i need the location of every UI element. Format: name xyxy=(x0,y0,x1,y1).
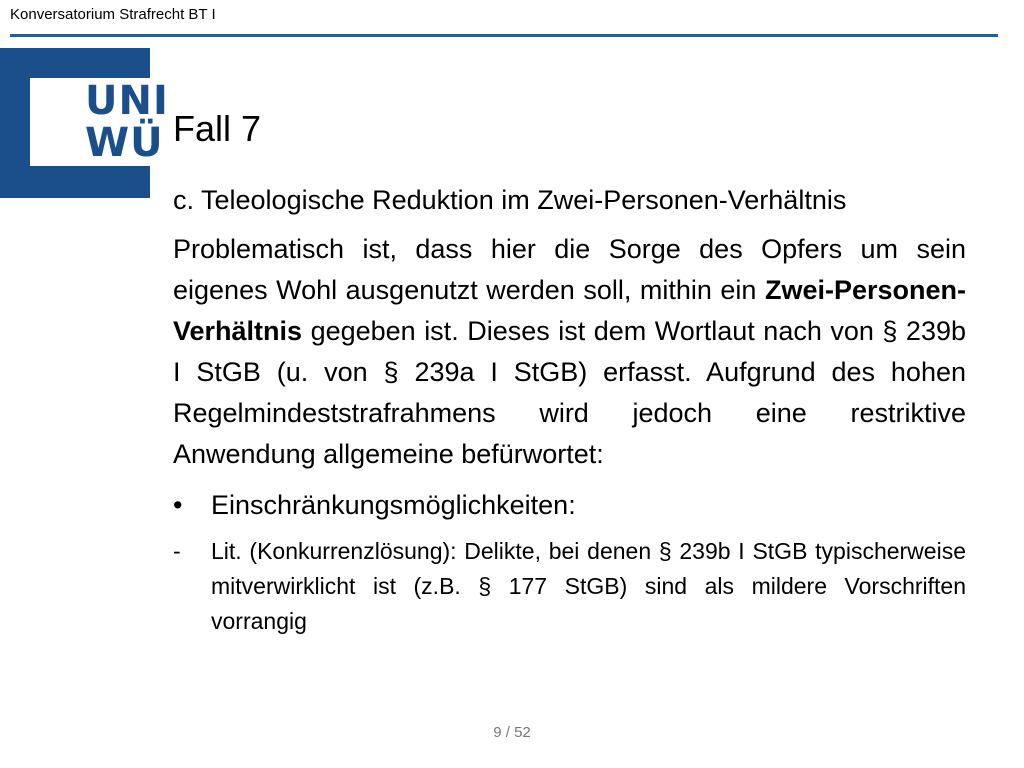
dash-marker: - xyxy=(173,538,181,564)
body-paragraph xyxy=(173,229,966,475)
university-logo xyxy=(0,48,169,198)
slide-content xyxy=(173,180,966,639)
dash-item-text: Lit. (Konkurrenzlösung): Delikte, bei denen § 239b I StGB typischerweise mitverwirklicht ist (z.B. § 177 StGB) sind als mildere Vorschriften vorrangig xyxy=(211,538,966,634)
page-number: 9 / 52 xyxy=(493,724,531,741)
section-subheading: c. Teleologische Reduktion im Zwei-Personen-Verhältnis xyxy=(173,185,847,215)
bullet-text: Einschränkungsmöglichkeiten: xyxy=(211,490,576,520)
logo-line-2: WÜ xyxy=(85,120,164,166)
header-title: Konversatorium Strafrecht BT I xyxy=(10,6,216,23)
dash-list-item xyxy=(173,534,966,639)
paragraph-text-1: Problematisch ist, dass hier die Sorge des Opfers um sein eigenes Wohl ausgenutzt werden soll, mithin ein xyxy=(173,234,966,305)
paragraph-text-2: gegeben ist. Dieses ist dem Wortlaut nach von § 239b I StGB (u. von § 239a I StGB) erfasst. Aufgrund des hohen Regelmindeststrafrahmens wird jedoch eine restriktive Anwendung allgemeine befürwortet: xyxy=(173,316,966,469)
header-divider xyxy=(10,34,998,37)
logo-line-1: UNI xyxy=(85,78,169,124)
slide-title: Fall 7 xyxy=(173,108,262,149)
bullet-marker: • xyxy=(173,490,183,520)
bullet-item xyxy=(173,485,966,526)
logo-text xyxy=(85,80,169,164)
paragraph-bold-term: Zwei-Personen-Verhältnis xyxy=(173,275,966,346)
